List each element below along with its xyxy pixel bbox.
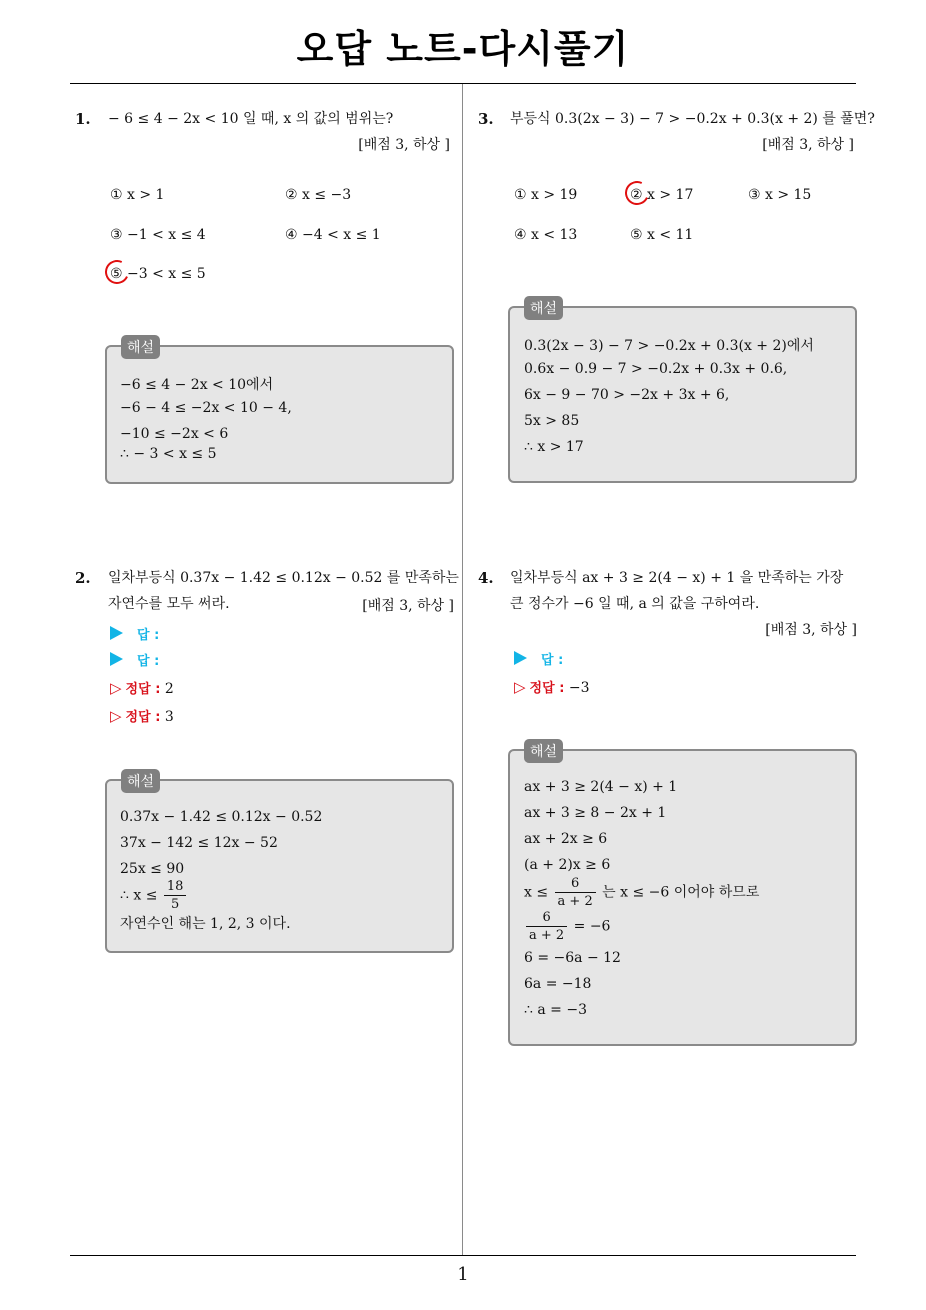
q4-meta: [배점 3, 하상 ] <box>765 622 857 638</box>
q2-sol-line-5: 자연수인 해는 1, 2, 3 이다. <box>120 916 291 932</box>
q2-sol-line-3: 25x ≤ 90 <box>120 861 185 877</box>
q3-choice-5[interactable]: ⑤ x < 11 <box>630 227 694 243</box>
correct-triangle-icon: ▷ <box>110 679 122 697</box>
q4-solution-box <box>508 744 857 1046</box>
q3-sol-line-2: 0.6x − 0.9 − 7 > −0.2x + 0.3x + 0.6, <box>524 361 788 377</box>
q2-text-line1: 일차부등식 0.37x − 1.42 ≤ 0.12x − 0.52 를 만족하는 <box>108 570 459 586</box>
q2-correct-answer-2: ▷ 정답 : 3 <box>110 707 174 725</box>
selected-answer-circle-icon <box>102 257 133 288</box>
q2-fraction: $\frac{18}{5}$ <box>164 878 187 913</box>
q3-text: 부등식 0.3(2x − 3) − 7 > −0.2x + 0.3(x + 2) 를 풀면? <box>510 111 875 127</box>
q2-correct-answer-1: ▷ 정답 : 2 <box>110 679 174 697</box>
q3-choice-2-text: x > 17 <box>647 187 694 203</box>
q3-number: 3. <box>478 110 494 128</box>
q1-choice-5[interactable] <box>110 266 206 282</box>
q1-number: 1. <box>75 110 91 128</box>
q2-sol-line-2: 37x − 142 ≤ 12x − 52 <box>120 835 278 851</box>
q1-text: − 6 ≤ 4 − 2x < 10 일 때, x 의 값의 범위는? <box>108 111 394 127</box>
q4-sol-line-2: ax + 3 ≥ 8 − 2x + 1 <box>524 805 667 821</box>
q4-solution-tag: 해설 <box>524 739 563 763</box>
q4-sol-line-6: $\frac{6}{a + 2}$ = −6 <box>524 909 610 944</box>
answer-triangle-icon <box>514 651 527 665</box>
q3-sol-line-3: 6x − 9 − 70 > −2x + 3x + 6, <box>524 387 730 403</box>
q4-text-line1: 일차부등식 ax + 3 ≥ 2(4 − x) + 1 을 만족하는 가장 <box>510 570 844 586</box>
q3-choice-4[interactable]: ④ x < 13 <box>514 227 578 243</box>
q3-choice-2[interactable] <box>630 187 693 203</box>
q2-answer-input-2[interactable]: 답 : <box>110 650 159 669</box>
q2-meta: [배점 3, 하상 ] <box>362 598 454 614</box>
footer-rule <box>70 1255 856 1256</box>
q3-meta: [배점 3, 하상 ] <box>762 137 854 153</box>
correct-triangle-icon: ▷ <box>110 707 122 725</box>
q4-sol-line-4: (a + 2)x ≥ 6 <box>524 857 611 873</box>
q1-sol-line-3: −10 ≤ −2x < 6 <box>120 426 229 442</box>
header-rule <box>70 83 856 84</box>
q3-choice-1[interactable]: ① x > 19 <box>514 187 578 203</box>
q1-solution-tag: 해설 <box>121 335 160 359</box>
q2-number: 2. <box>75 569 91 587</box>
q1-meta: [배점 3, 하상 ] <box>358 137 450 153</box>
q1-sol-line-4: ∴ − 3 < x ≤ 5 <box>120 446 217 462</box>
answer-triangle-icon <box>110 626 123 640</box>
q1-sol-line-2: −6 − 4 ≤ −2x < 10 − 4, <box>120 400 292 416</box>
page-number: 1 <box>457 1264 469 1285</box>
q3-sol-line-5: ∴ x > 17 <box>524 439 584 455</box>
q4-fraction-1: $\frac{6}{a + 2}$ <box>555 875 596 910</box>
q4-fraction-2: $\frac{6}{a + 2}$ <box>526 909 567 944</box>
q4-sol-line-3: ax + 2x ≥ 6 <box>524 831 608 847</box>
q3-sol-line-1: 0.3(2x − 3) − 7 > −0.2x + 0.3(x + 2)에서 <box>524 338 814 354</box>
correct-triangle-icon: ▷ <box>514 678 526 696</box>
q2-solution-tag: 해설 <box>121 769 160 793</box>
q1-choice-4[interactable]: ④ −4 < x ≤ 1 <box>285 227 381 243</box>
q3-solution-box <box>508 301 857 483</box>
answer-triangle-icon <box>110 652 123 666</box>
selected-answer-circle-icon <box>622 178 653 209</box>
q4-number: 4. <box>478 569 494 587</box>
q2-text-line2: 자연수를 모두 써라. <box>108 596 230 612</box>
q4-sol-line-9: ∴ a = −3 <box>524 1002 587 1018</box>
q3-circled-mark: ② <box>630 187 643 203</box>
q1-choice-2[interactable]: ② x ≤ −3 <box>285 187 352 203</box>
q3-sol-line-4: 5x > 85 <box>524 413 580 429</box>
q1-circled-mark: ⑤ <box>110 266 123 282</box>
q4-answer-input[interactable]: 답 : <box>514 649 563 668</box>
page-title: 오답 노트-다시풀기 <box>296 27 630 71</box>
q4-sol-line-7: 6 = −6a − 12 <box>524 950 621 966</box>
q2-answer-input-1[interactable]: 답 : <box>110 624 159 643</box>
q3-solution-tag: 해설 <box>524 296 563 320</box>
q1-sol-line-1: −6 ≤ 4 − 2x < 10에서 <box>120 377 274 393</box>
q2-solution-box <box>105 774 454 953</box>
q4-text-line2: 큰 정수가 −6 일 때, a 의 값을 구하여라. <box>510 596 760 612</box>
q2-sol-line-1: 0.37x − 1.42 ≤ 0.12x − 0.52 <box>120 809 323 825</box>
q4-sol-line-1: ax + 3 ≥ 2(4 − x) + 1 <box>524 779 678 795</box>
q3-choice-3[interactable]: ③ x > 15 <box>748 187 812 203</box>
q4-correct-answer: ▷ 정답 : −3 <box>514 678 590 696</box>
q1-solution-box <box>105 340 454 484</box>
q1-choice-1[interactable]: ① x > 1 <box>110 187 165 203</box>
q4-sol-line-5: x ≤ $\frac{6}{a + 2}$ 는 x ≤ −6 이어야 하므로 <box>524 876 760 909</box>
q1-choice-5-text: −3 < x ≤ 5 <box>127 266 206 282</box>
q4-sol-line-8: 6a = −18 <box>524 976 592 992</box>
column-divider <box>462 84 463 1256</box>
q2-sol-line-4: ∴ x ≤ $\frac{18}{5}$ <box>120 878 188 913</box>
q1-choice-3[interactable]: ③ −1 < x ≤ 4 <box>110 227 206 243</box>
